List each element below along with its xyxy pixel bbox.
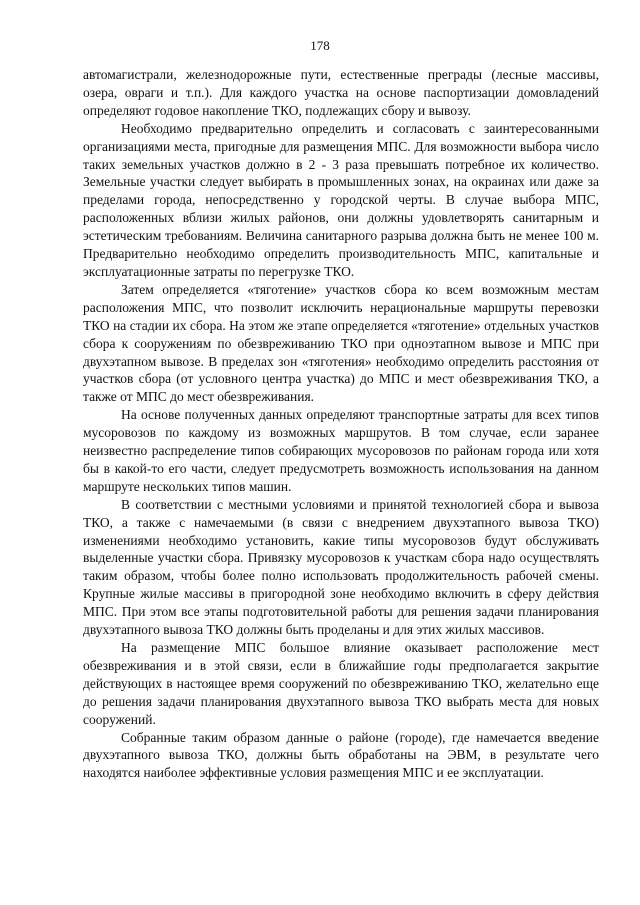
body-text: [83, 66, 599, 782]
paragraph-4: На основе полученных данных определяют транспортные затраты для всех типов мусоровозов по каждому из возможных маршрутов. В том случае, если заранее неизвестно распределение типов собирающих мусоровозов по районам города или хотя бы в какой-то его части, следует предусмотреть возможность использования на данном маршруте нескольких типов машин.: [83, 407, 599, 494]
page-number: 178: [310, 38, 330, 53]
paragraph-6: На размещение МПС большое влияние оказывает расположение мест обезвреживания и в этой связи, если в ближайшие годы предполагается закрытие действующих в настоящее время сооружений по обезвреживанию ТКО, желательно еще до решения задачи планирования двухэтапного вывоза ТКО выбрать места для новых сооружений.: [83, 640, 599, 727]
paragraph-1: автомагистрали, железнодорожные пути, естественные преграды (лесные массивы, озера, овраги и т.п.). Для каждого участка на основе паспортизации домовладений определяют годовое накопление ТКО, подлежащих сбору и вывозу.: [83, 67, 599, 118]
paragraph-3: Затем определяется «тяготение» участков сбора ко всем возможным местам расположения МПС, что позволит исключить нерациональные маршруты перевозки ТКО на стадии их сбора. На этом же этапе определяется «тяготение» отдельных участков сбора к сооружениям по обезвреживанию ТКО при одноэтапном вывозе и МПС при двухэтапном вывозе. В пределах зон «тяготения» необходимо определить расстояния от участков сбора (от условного центра участка) до МПС и мест обезвреживания ТКО, а также от МПС до мест обезвреживания.: [83, 281, 599, 405]
paragraph-2: Необходимо предварительно определить и согласовать с заинтересованными организациями места, пригодные для размещения МПС. Для возможности выбора число таких земельных участков должно в 2 - 3 раза превышать потребное их количество. Земельные участки следует выбирать в промышленных зонах, на окраинах или даже за пределами города, непосредственно у городской черты. В случае выбора МПС, расположенных вблизи жилых районов, они должны удовлетворять санитарным и эстетическим требованиям. Величина санитарного разрыва должна быть не менее 100 м. Предварительно необходимо определить производительность МПС, капитальные и эксплуатационные затраты по перегрузке ТКО.: [83, 120, 599, 279]
paragraph-5: В соответствии с местными условиями и принятой технологией сбора и вывоза ТКО, а также с намечаемыми (в связи с внедрением двухэтапного вывоза ТКО) изменениями необходимо установить, какие типы мусоровозов будут обслуживать выделенные участки сбора. Привязку мусоровозов к участкам сбора надо осуществлять таким образом, чтобы более полно использовать продолжительность рабочей смены. Крупные жилые массивы в пригородной зоне необходимо включить в сферу действия МПС. При этом все этапы подготовительной работы для решения задачи планирования двухэтапного вывоза ТКО должны быть проделаны и для этих жилых массивов.: [83, 496, 599, 638]
paragraph-7: Собранные таким образом данные о районе (городе), где намечается введение двухэтапного вывоза ТКО, должны быть обработаны на ЭВМ, в результате чего находятся наиболее эффективные условия размещения МПС и ее эксплуатации.: [83, 729, 599, 781]
